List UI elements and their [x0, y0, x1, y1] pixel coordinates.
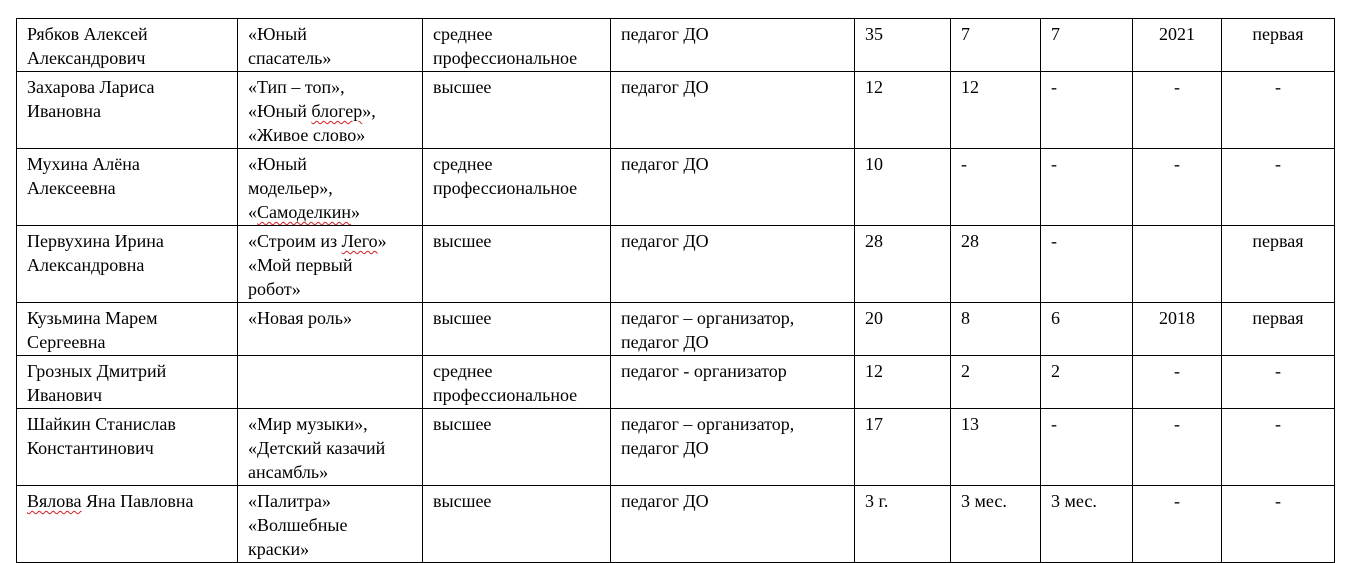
cell-education [423, 226, 611, 303]
cell-education [423, 409, 611, 486]
cell-teaching-experience: 28 [951, 226, 1041, 303]
cell-name-line: Мухина Алёна [27, 154, 140, 174]
cell-category: - [1222, 149, 1335, 226]
cell-program [238, 303, 423, 356]
cell-name-line: Шайкин Станислав [27, 414, 176, 434]
cell-name [17, 226, 238, 303]
cell-program-line: «Волшебные [248, 515, 348, 535]
table-row [17, 303, 1335, 356]
cell-category: - [1222, 409, 1335, 486]
cell-program-line: робот» [248, 279, 301, 299]
cell-position-line: педагог – организатор, [621, 414, 795, 434]
cell-certification-year [1133, 226, 1222, 303]
cell-program [238, 72, 423, 149]
cell-teaching-experience: 12 [951, 72, 1041, 149]
cell-name-line: Иванович [27, 385, 103, 405]
cell-education [423, 72, 611, 149]
cell-program-line: ансамбль» [248, 462, 329, 482]
spellcheck-underline: Самоделкин [257, 202, 352, 222]
cell-teaching-experience: 2 [951, 356, 1041, 409]
cell-education-line: профессиональное [433, 48, 578, 68]
cell-experience-here: - [1041, 72, 1133, 149]
cell-position-line: педагог ДО [621, 24, 709, 44]
cell-position-line: педагог ДО [621, 332, 709, 352]
cell-name-line: Грозных Дмитрий [27, 361, 167, 381]
cell-teaching-experience: - [951, 149, 1041, 226]
cell-name-line: Вялова Яна Павловна [27, 491, 194, 511]
table-row [17, 149, 1335, 226]
cell-name-line: Александрович [27, 48, 146, 68]
cell-position [611, 303, 855, 356]
cell-program [238, 226, 423, 303]
table-row [17, 19, 1335, 72]
table-row [17, 356, 1335, 409]
cell-program-line: «Юный блогер», [248, 101, 376, 121]
cell-program-line: «Строим из Лего» [248, 231, 387, 251]
cell-category: - [1222, 72, 1335, 149]
cell-education-line: среднее [433, 361, 493, 381]
cell-program-line: «Юный [248, 24, 307, 44]
cell-total-experience: 28 [855, 226, 951, 303]
cell-program-line: «Живое слово» [248, 125, 366, 145]
cell-position [611, 149, 855, 226]
cell-position-line: педагог ДО [621, 77, 709, 97]
cell-experience-here: 3 мес. [1041, 486, 1133, 563]
cell-education-line: высшее [433, 308, 492, 328]
cell-category: первая [1222, 19, 1335, 72]
cell-education-line: профессиональное [433, 178, 578, 198]
cell-education [423, 303, 611, 356]
cell-category: первая [1222, 226, 1335, 303]
cell-total-experience: 20 [855, 303, 951, 356]
cell-education [423, 486, 611, 563]
cell-certification-year: - [1133, 486, 1222, 563]
cell-category: первая [1222, 303, 1335, 356]
cell-program-line: «Детский казачий [248, 438, 386, 458]
table-row [17, 409, 1335, 486]
cell-name-line: Рябков Алексей [27, 24, 148, 44]
cell-program-line: «Мир музыки», [248, 414, 368, 434]
cell-position-line: педагог ДО [621, 154, 709, 174]
cell-name [17, 303, 238, 356]
cell-education-line: среднее [433, 154, 493, 174]
cell-position [611, 226, 855, 303]
cell-teaching-experience: 7 [951, 19, 1041, 72]
table-row [17, 72, 1335, 149]
cell-name-line: Кузьмина Марем [27, 308, 158, 328]
cell-total-experience: 17 [855, 409, 951, 486]
cell-education [423, 19, 611, 72]
cell-program-line: «Тип – топ», [248, 77, 345, 97]
cell-name [17, 149, 238, 226]
cell-position-line: педагог - организатор [621, 361, 787, 381]
cell-education [423, 356, 611, 409]
cell-position [611, 356, 855, 409]
cell-teaching-experience: 13 [951, 409, 1041, 486]
cell-education-line: профессиональное [433, 385, 578, 405]
cell-education-line: высшее [433, 414, 492, 434]
cell-name [17, 356, 238, 409]
cell-experience-here: 6 [1041, 303, 1133, 356]
cell-name [17, 19, 238, 72]
cell-program-line: «Юный [248, 154, 307, 174]
cell-category: - [1222, 356, 1335, 409]
cell-experience-here: - [1041, 226, 1133, 303]
spellcheck-underline: блогер [311, 101, 363, 121]
cell-experience-here: - [1041, 409, 1133, 486]
spellcheck-underline: Лего [341, 231, 378, 251]
cell-education-line: высшее [433, 231, 492, 251]
cell-total-experience: 10 [855, 149, 951, 226]
cell-program [238, 409, 423, 486]
cell-category: - [1222, 486, 1335, 563]
cell-certification-year: - [1133, 72, 1222, 149]
cell-certification-year: - [1133, 149, 1222, 226]
cell-name [17, 409, 238, 486]
cell-program-line: краски» [248, 539, 310, 559]
cell-name-line: Константинович [27, 438, 154, 458]
cell-experience-here: 2 [1041, 356, 1133, 409]
cell-education-line: среднее [433, 24, 493, 44]
cell-name-line: Ивановна [27, 101, 102, 121]
cell-position-line: педагог ДО [621, 231, 709, 251]
cell-position [611, 72, 855, 149]
cell-experience-here: - [1041, 149, 1133, 226]
cell-position-line: педагог ДО [621, 438, 709, 458]
cell-name [17, 486, 238, 563]
table-row [17, 226, 1335, 303]
cell-position [611, 19, 855, 72]
cell-total-experience: 12 [855, 356, 951, 409]
staff-table [16, 18, 1335, 563]
cell-program-line: «Палитра» [248, 491, 331, 511]
cell-position [611, 409, 855, 486]
cell-total-experience: 35 [855, 19, 951, 72]
cell-total-experience: 3 г. [855, 486, 951, 563]
cell-name-line: Сергеевна [27, 332, 106, 352]
cell-position [611, 486, 855, 563]
cell-name-line: Александровна [27, 255, 145, 275]
cell-certification-year: - [1133, 409, 1222, 486]
cell-name [17, 72, 238, 149]
cell-education-line: высшее [433, 77, 492, 97]
cell-name-line: Первухина Ирина [27, 231, 164, 251]
cell-teaching-experience: 3 мес. [951, 486, 1041, 563]
cell-program [238, 356, 423, 409]
cell-program-line: модельер», [248, 178, 333, 198]
table-body [17, 19, 1335, 563]
table-row [17, 486, 1335, 563]
cell-certification-year: 2021 [1133, 19, 1222, 72]
cell-program-line: спасатель» [248, 48, 332, 68]
cell-program [238, 149, 423, 226]
spellcheck-underline: Вялова [27, 491, 82, 511]
cell-position-line: педагог ДО [621, 491, 709, 511]
cell-teaching-experience: 8 [951, 303, 1041, 356]
cell-program [238, 486, 423, 563]
cell-experience-here: 7 [1041, 19, 1133, 72]
cell-program-line: «Новая роль» [248, 308, 352, 328]
cell-program-line: «Мой первый [248, 255, 353, 275]
cell-certification-year: 2018 [1133, 303, 1222, 356]
cell-education [423, 149, 611, 226]
cell-education-line: высшее [433, 491, 492, 511]
cell-name-line: Алексеевна [27, 178, 116, 198]
cell-certification-year: - [1133, 356, 1222, 409]
cell-name-line: Захарова Лариса [27, 77, 155, 97]
cell-program [238, 19, 423, 72]
cell-total-experience: 12 [855, 72, 951, 149]
cell-program-line: «Самоделкин» [248, 202, 361, 222]
cell-position-line: педагог – организатор, [621, 308, 795, 328]
